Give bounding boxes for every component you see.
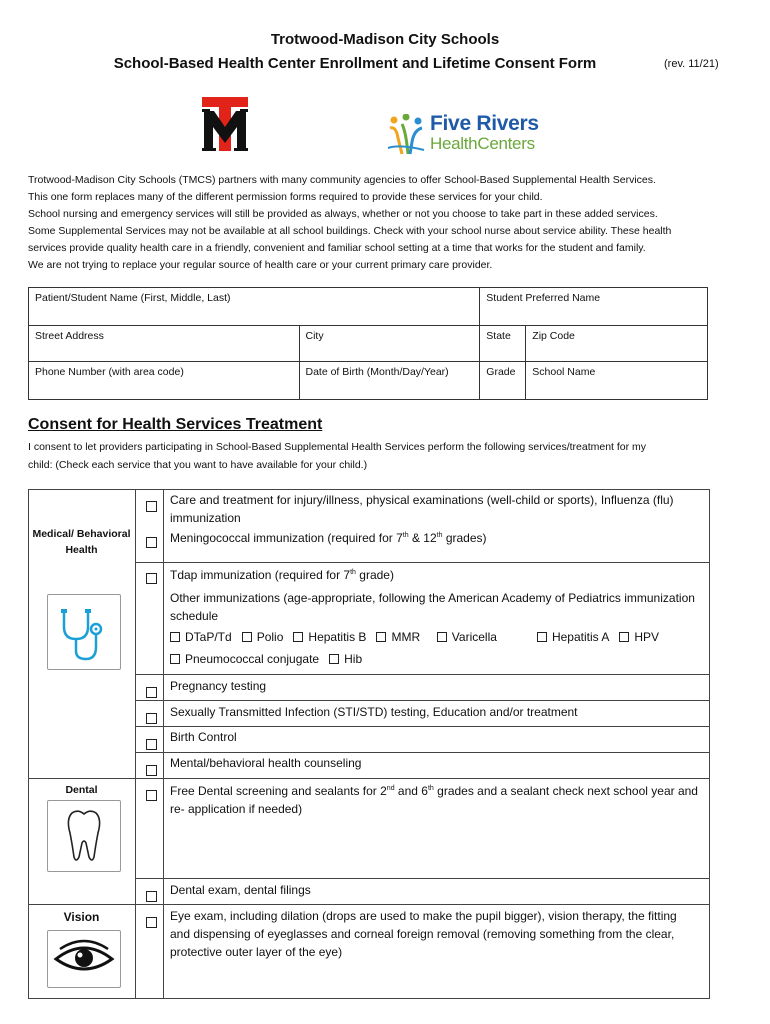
medical-category-label: Medical/ Behavioral Health [32,528,131,556]
care-treatment-label: Care and treatment for injury/illness, physical examinations (well-child or sports), Influenza (flu) immunization [170,493,674,525]
pregnancy-testing-checkbox[interactable] [146,687,157,698]
patient-name-field[interactable]: Patient/Student Name (First, Middle, Last) [29,288,480,326]
grade-field[interactable]: Grade [480,362,526,400]
tooth-icon [47,800,121,872]
school-name-field[interactable]: School Name [526,362,708,400]
five-rivers-logo-subtext: HealthCenters [430,134,535,153]
services-table [28,489,710,999]
dental-exam-checkbox[interactable] [146,891,157,902]
varicella-checkbox[interactable] [437,632,447,642]
hib-label: Hib [344,652,363,666]
intro-line: This one form replaces many of the different permission forms required to provide these services for your child. [28,191,543,203]
polio-checkbox[interactable] [242,632,252,642]
student-info-table [28,287,708,400]
eye-exam-label: Eye exam, including dilation (drops are used to make the pupil bigger), vision therapy, the fitting and dispensing of eyeglasses and corneal foreign removal (removing something from the clear, protective outer layer of the eye) [170,909,677,959]
varicella-label: Varicella [451,630,497,644]
polio-label: Polio [256,630,284,644]
vision-category-label: Vision [63,910,100,924]
immunization-options-row1 [170,628,700,646]
intro-paragraph [28,172,743,274]
intro-line: services provide quality health care in a friendly, convenient and familiar school setting at a time that works for the student and family. [28,242,646,254]
eye-exam-checkbox[interactable] [146,917,157,928]
tm-logo [202,97,248,151]
pneumococcal-label: Pneumococcal conjugate [185,652,320,666]
zip-code-field[interactable]: Zip Code [526,326,708,362]
consent-text-line: I consent to let providers participating in School-Based Supplemental Health Services perform the following services/treatment for my [28,441,647,453]
consent-heading: Consent for Health Services Treatment [28,416,323,433]
mental-health-label: Mental/behavioral health counseling [170,756,362,770]
other-immunizations-label: Other immunizations (age-appropriate, following the American Academy of Pediatrics immunization schedule [170,591,695,623]
phone-number-field[interactable]: Phone Number (with area code) [29,362,300,400]
dtap-checkbox[interactable] [170,632,180,642]
meningococcal-label: Meningococcal immunization (required for 7th & 12th grades) [170,531,487,545]
immunization-options-row2 [170,650,700,668]
hpv-label: HPV [634,630,660,644]
revision-label: (rev. 11/21) [664,58,719,70]
pneumococcal-checkbox[interactable] [170,654,180,664]
care-treatment-checkbox[interactable] [146,501,157,512]
mental-health-checkbox[interactable] [146,765,157,776]
intro-line: School nursing and emergency services will still be provided as always, whether or not you choose to take part in these added services. [28,208,658,220]
meningococcal-checkbox[interactable] [146,537,157,548]
hpv-checkbox[interactable] [619,632,629,642]
five-rivers-logo-text: Five Rivers [430,112,539,135]
dtap-label: DTaP/Td [185,630,232,644]
five-rivers-logo [386,112,551,156]
hepatitis-a-label: Hepatitis A [551,630,610,644]
dental-category-label: Dental [65,784,98,796]
birth-control-checkbox[interactable] [146,739,157,750]
birth-control-label: Birth Control [170,730,237,744]
mmr-label: MMR [391,630,421,644]
pregnancy-testing-label: Pregnancy testing [170,679,267,693]
five-rivers-figures-icon [386,114,426,156]
dental-screening-label: Free Dental screening and sealants for 2nd and 6th grades and a sealant check next school year and re- application if needed) [170,784,698,816]
sti-testing-checkbox[interactable] [146,713,157,724]
state-field[interactable]: State [480,326,526,362]
form-title: School-Based Health Center Enrollment and Lifetime Consent Form [113,55,597,72]
consent-text [28,438,728,474]
preferred-name-field[interactable]: Student Preferred Name [480,288,708,326]
consent-text-line: child: (Check each service that you want to have available for your child.) [28,459,368,471]
mmr-checkbox[interactable] [376,632,386,642]
intro-line: Some Supplemental Services may not be available at all school buildings. Check with your school nurse about service ability. These health [28,225,672,237]
intro-line: We are not trying to replace your regular source of health care or your current primary care provider. [28,259,493,271]
date-of-birth-field[interactable]: Date of Birth (Month/Day/Year) [299,362,480,400]
dental-exam-label: Dental exam, dental filings [170,883,311,897]
form-title-district: Trotwood-Madison City Schools [270,31,500,48]
hepatitis-a-checkbox[interactable] [537,632,547,642]
hib-checkbox[interactable] [329,654,339,664]
tdap-checkbox[interactable] [146,573,157,584]
hepatitis-b-label: Hepatitis B [308,630,367,644]
dental-screening-checkbox[interactable] [146,790,157,801]
hepatitis-b-checkbox[interactable] [293,632,303,642]
tdap-label: Tdap immunization (required for 7th grade) [170,568,394,582]
city-field[interactable]: City [299,326,480,362]
intro-line: Trotwood-Madison City Schools (TMCS) partners with many community agencies to offer School-Based Supplemental Health Services. [28,174,656,186]
street-address-field[interactable]: Street Address [29,326,300,362]
eye-icon [47,930,121,988]
stethoscope-icon [47,594,121,670]
sti-testing-label: Sexually Transmitted Infection (STI/STD) testing, Education and/or treatment [170,705,578,719]
